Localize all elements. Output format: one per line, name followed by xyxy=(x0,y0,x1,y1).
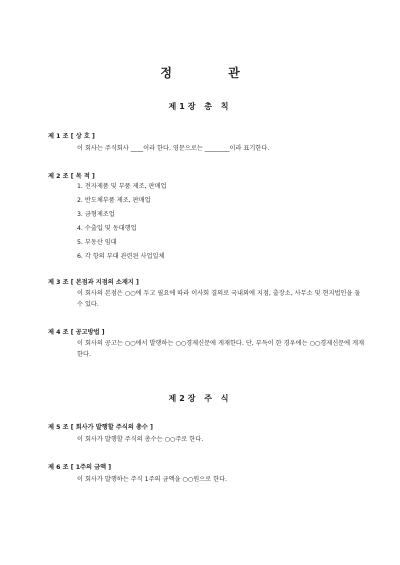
chapter-1-heading: 제1장 총 칙 xyxy=(168,102,232,111)
list-item: 2. 반도체부품 제조, 판매업 xyxy=(77,197,151,204)
article-5-heading: 제 5 조 [ 회사가 발행할 주식의 총수 ] xyxy=(48,424,153,431)
article-4-heading: 제 4 조 [ 공고방법 ] xyxy=(48,329,105,336)
article-2-list xyxy=(77,180,166,264)
article-4-body: 이 회사의 공고는 ○○에서 발행하는 ○○경제신문에 게재한다. 단, 부득이 한 경우에는 ○○경제신문에 게재한다. xyxy=(77,340,365,358)
list-item: 3. 금형제조업 xyxy=(77,211,115,218)
list-item: 6. 각 항의 부대 관련된 사업일체 xyxy=(77,253,165,260)
list-item: 4. 수출입 및 동대행업 xyxy=(77,225,137,232)
article-2-heading: 제 2 조 [ 목 적 ] xyxy=(48,173,95,180)
document-title: 정 관 xyxy=(160,66,266,80)
article-1-heading: 제 1 조 [ 상 호 ] xyxy=(48,133,95,140)
list-item: 5. 부동산 임대 xyxy=(77,239,117,246)
article-5-body: 이 회사가 발행할 주식의 총수는 ○○주로 한다. xyxy=(77,436,204,443)
article-3-heading: 제 3 조 [ 본점과 지점의 소재지 ] xyxy=(48,279,139,286)
chapter-2-heading: 제2장 주 식 xyxy=(168,394,232,403)
list-item: 1. 전자제품 및 부품 제조, 판매업 xyxy=(77,183,167,190)
article-3-body: 이 회사의 본점은 ○○에 두고 필요에 따라 이사회 결의로 국내외에 지점, 출장소, 사무소 및 현지법인을 둘 수 있다. xyxy=(77,290,361,308)
article-6-body: 이 회사가 발행하는 주식 1주의 금액을 ○○원으로 한다. xyxy=(77,476,228,483)
article-1-body: 이 회사는 주식회사 ____이라 한다. 영문으로는 ________이라 표기한다. xyxy=(77,145,270,152)
article-6-heading: 제 6 조 [ 1주의 금액 ] xyxy=(48,464,112,471)
